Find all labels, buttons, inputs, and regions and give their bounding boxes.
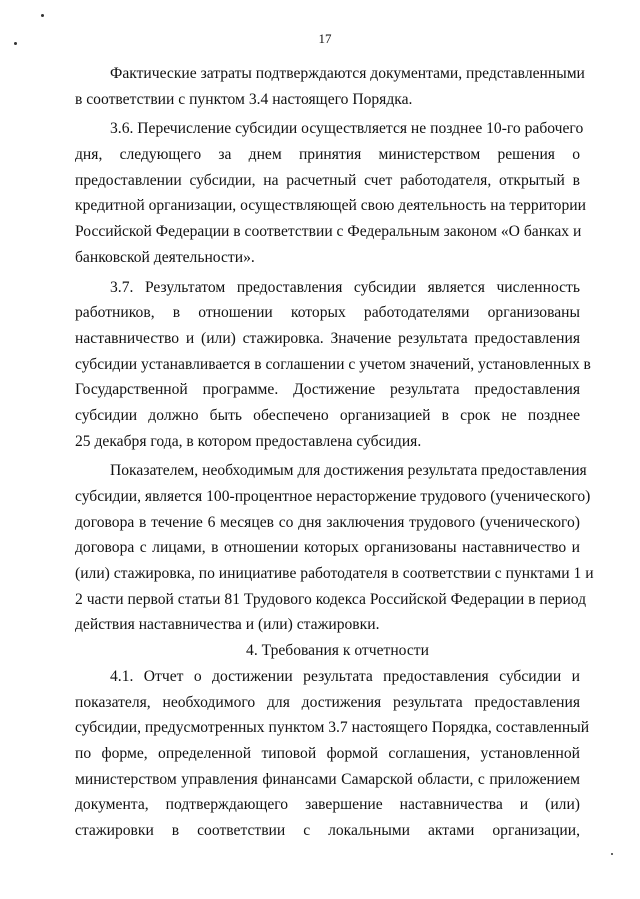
text-line: Российской Федерации в соответствии с Федеральным законом «О банках и [75, 223, 582, 241]
text-line: договора с лицами, в отношении которых организованы наставничество и [75, 539, 580, 557]
text-line: в соответствии с пунктом 3.4 настоящего Порядка. [75, 90, 413, 108]
text-line: действия наставничества и (или) стажировки. [75, 616, 380, 634]
text-line: кредитной организации, осуществляющей свою деятельность на территории [75, 197, 586, 215]
text-line: показателя, необходимого для достижения результата предоставления [75, 693, 580, 711]
text-line: 2 части первой статьи 81 Трудового кодекса Российской Федерации в период [75, 590, 587, 608]
text-line: субсидии, является 100-процентное нерасторжение трудового (ученического) [75, 488, 591, 505]
paragraph-4-1 [75, 664, 590, 844]
page-number: 17 [318, 31, 332, 46]
text-line: (или) стажировка, по инициативе работодателя в соответствии с пунктами 1 и [75, 565, 594, 583]
scan-speck [41, 14, 44, 17]
text-line: субсидии должно быть обеспечено организацией в срок не позднее [75, 406, 580, 424]
text-line: Государственной программе. Достижение результата предоставления [75, 381, 580, 399]
paragraph-3-6 [75, 116, 586, 270]
text-line: Показателем, необходимым для достижения результата предоставления [110, 462, 587, 480]
text-line: Фактические затраты подтверждаются документами, представленными [110, 65, 585, 82]
text-line: 3.7. Результатом предоставления субсидии является численность [110, 278, 580, 296]
paragraph-indicator [75, 458, 594, 638]
document-body [75, 61, 594, 844]
text-line: банковской деятельности». [75, 248, 255, 266]
text-line: по форме, определенной типовой формой соглашения, установленной [75, 744, 580, 762]
text-line: стажировки в соответствии с локальными актами организации, [75, 821, 580, 839]
text-line: 3.6. Перечисление субсидии осуществляется не позднее 10-го рабочего [110, 120, 584, 138]
text-line: субсидии устанавливается в соглашении с учетом значений, установленных в [75, 355, 591, 373]
scan-speck [611, 853, 613, 855]
text-line: 25 декабря года, в котором предоставлена субсидия. [75, 432, 422, 450]
text-line: работников, в отношении которых работодателями организованы [75, 304, 580, 322]
text-line: предоставлении субсидии, на расчетный счет работодателя, открытый в [75, 171, 580, 189]
text-line: наставничество и (или) стажировка. Значение результата предоставления [75, 329, 580, 347]
paragraph-3-7 [75, 275, 591, 455]
text-line: министерством управления финансами Самарской области, с приложением [75, 770, 580, 788]
text-line: документа, подтверждающего завершение наставничества и (или) [75, 796, 580, 814]
text-line: субсидии, предусмотренных пунктом 3.7 настоящего Порядка, составленный [75, 719, 590, 737]
section-heading: 4. Требования к отчетности [246, 642, 429, 660]
text-line: дня, следующего за днем принятия министерством решения о [75, 146, 580, 164]
paragraph-actual-costs [75, 61, 585, 112]
text-line: 4.1. Отчет о достижении результата предоставления субсидии и [110, 667, 580, 685]
text-line: договора в течение 6 месяцев со дня заключения трудового (ученического) [75, 513, 580, 531]
